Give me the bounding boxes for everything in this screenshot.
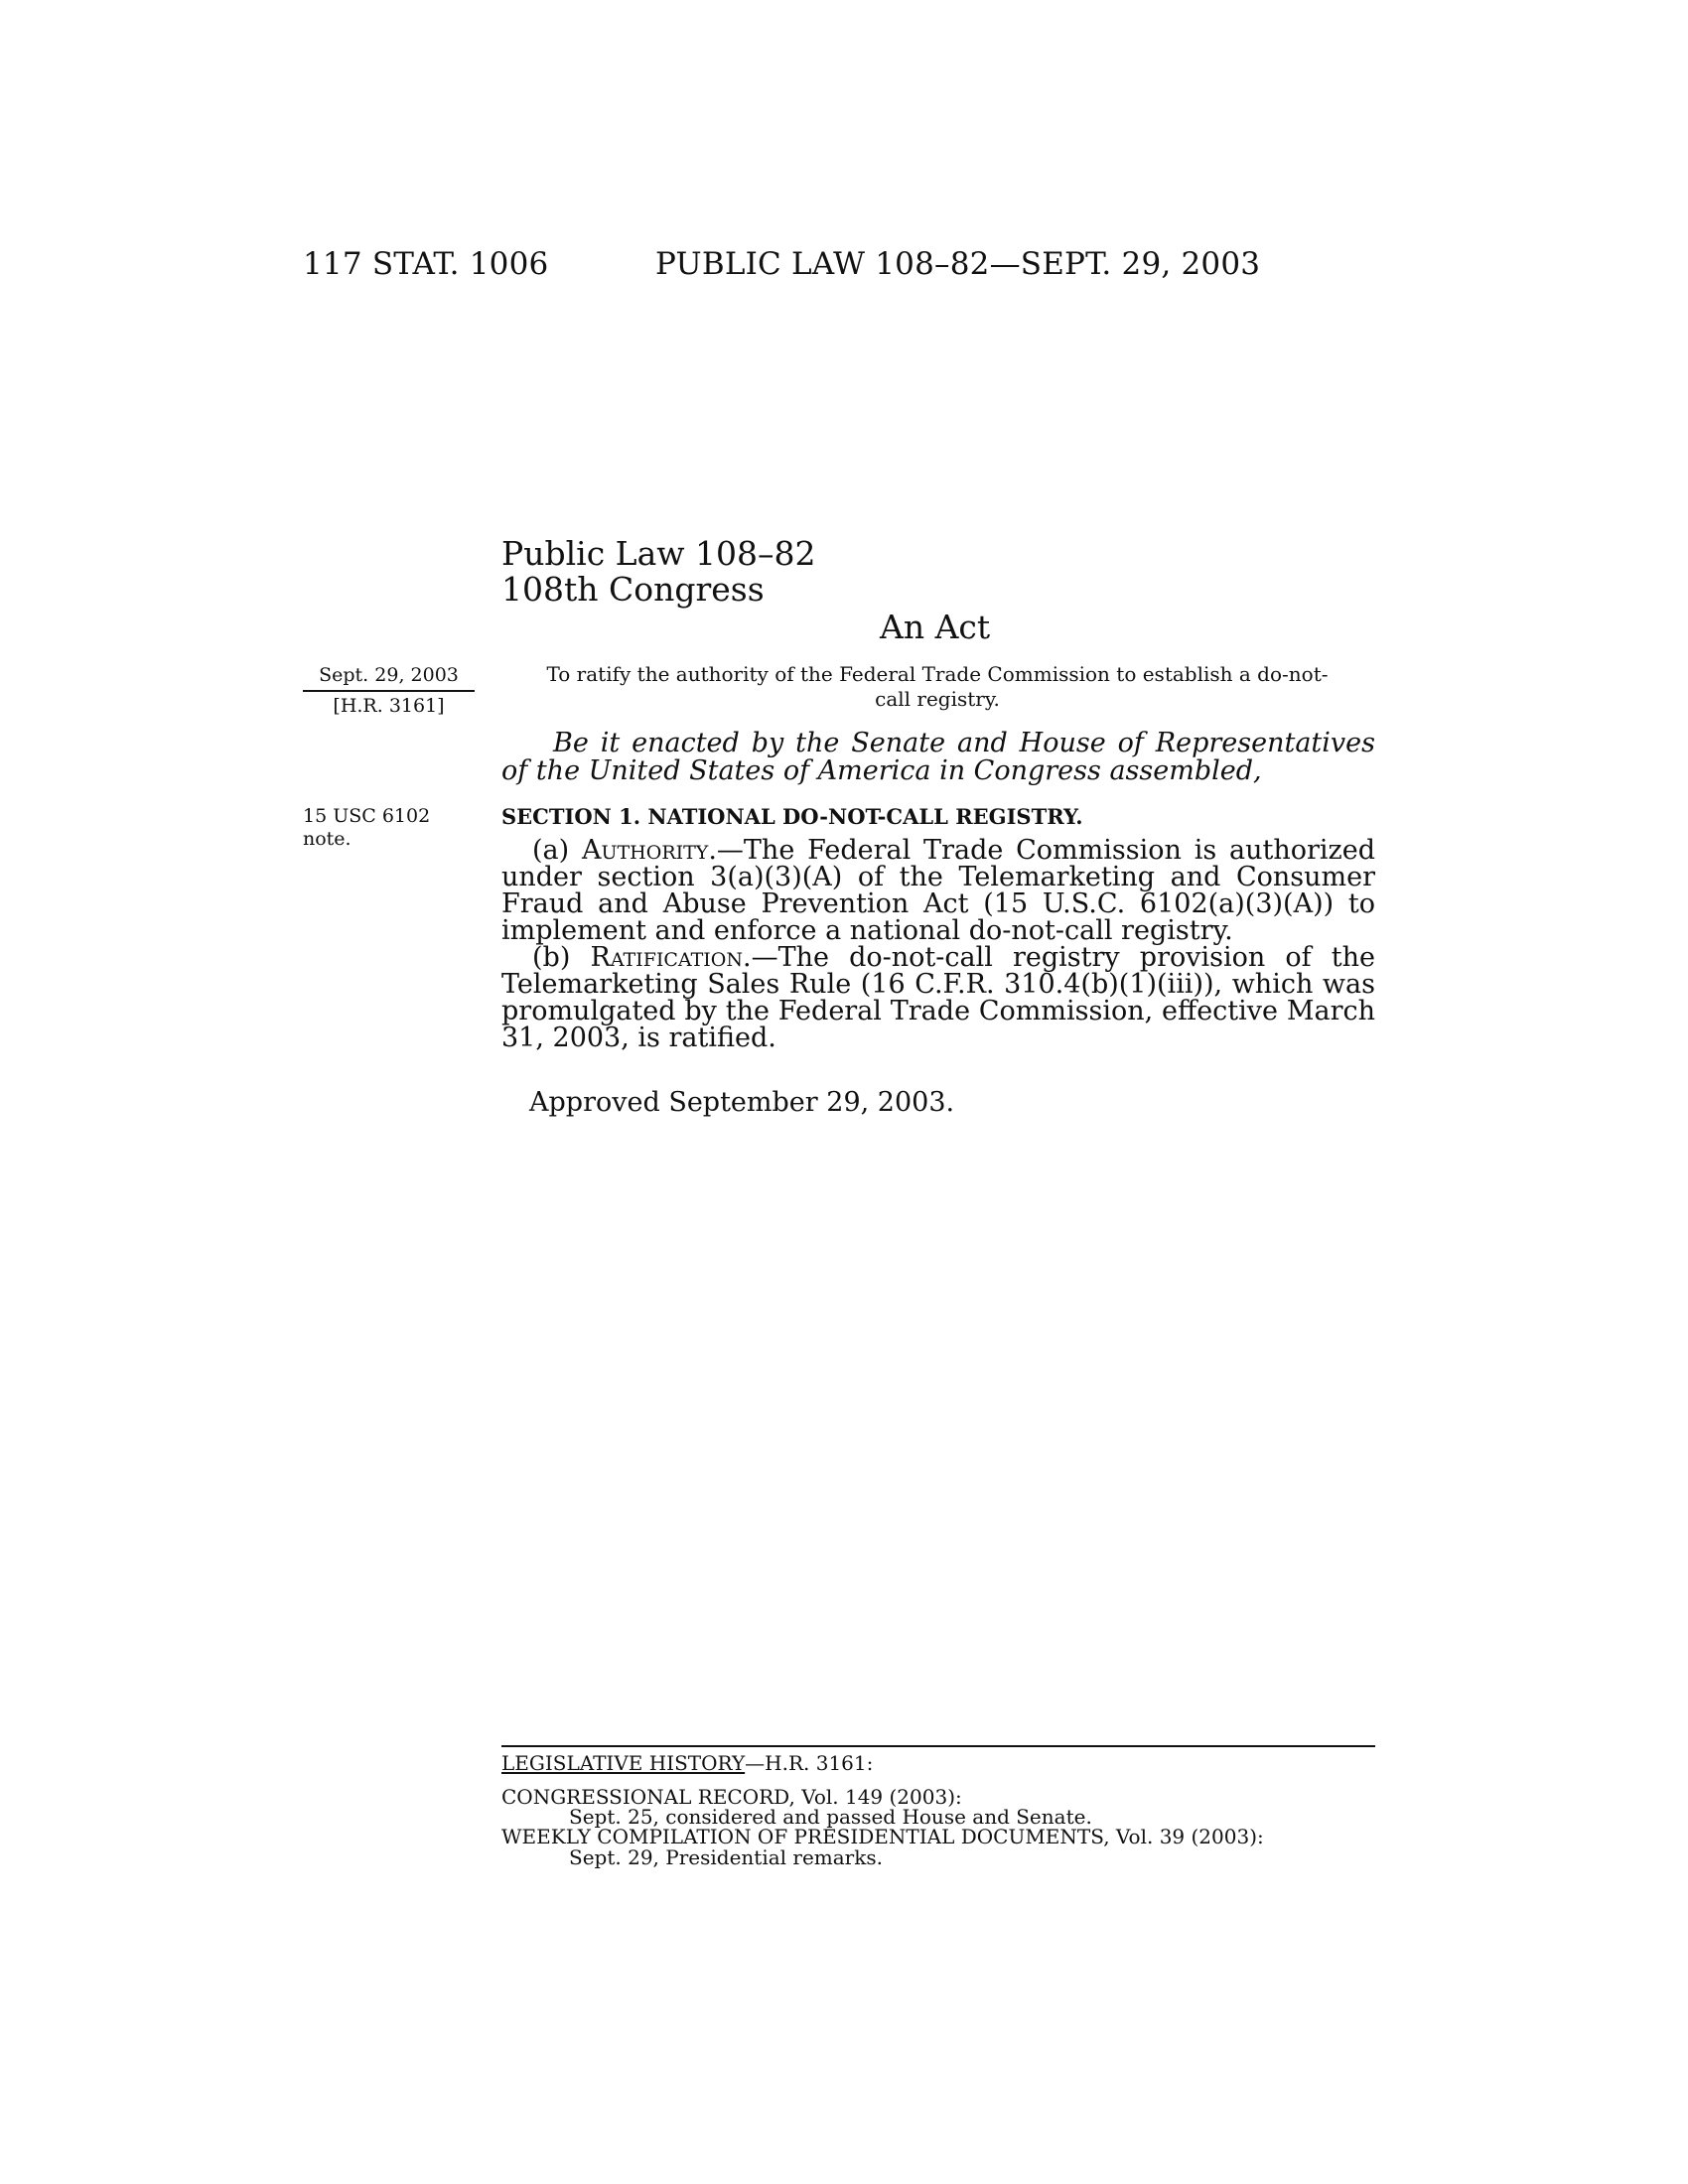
margin-bill-number: [H.R. 3161]: [333, 695, 445, 717]
statute-page-reference: 117 STAT. 1006: [303, 246, 549, 282]
weekly-compilation-entry: Sept. 29, Presidential remarks.: [569, 1845, 883, 1869]
subsection-text: .—The Federal Trade Commission is authorized under section 3(a)(3)(A) of the Telemarketing and Consumer Fraud and Abuse Prevention Act (15 U.S.C. 6102(a)(3)(A)) to implement and enforce a national do-not-call registry.: [501, 835, 1376, 946]
law-number: Public Law 108–82: [501, 534, 816, 573]
enacting-clause: Be it enacted by the Senate and House of Representatives of the United States of America in Congress assembled,: [501, 728, 1375, 786]
margin-date-note: Sept. 29, 2003: [303, 664, 475, 692]
subsection-a: [501, 837, 1375, 944]
weekly-compilation-line: WEEKLY COMPILATION OF PRESIDENTIAL DOCUMENTS, Vol. 39 (2003):: [501, 1825, 1264, 1848]
congressional-record-line: CONGRESSIONAL RECORD, Vol. 149 (2003):: [501, 1785, 962, 1809]
margin-usc-line: note.: [303, 828, 352, 850]
margin-usc-line: 15 USC 6102: [303, 805, 431, 827]
running-head-title: PUBLIC LAW 108–82—SEPT. 29, 2003: [655, 246, 1261, 282]
congress-number: 108th Congress: [501, 570, 765, 609]
subsection-caption: Ratification: [590, 942, 743, 973]
legislative-history-label: LEGISLATIVE HISTORY: [501, 1751, 746, 1775]
congressional-record-entry: Sept. 25, considered and passed House and Senate.: [569, 1805, 1092, 1829]
footnote-divider: [501, 1745, 1375, 1747]
subsection-b: [501, 944, 1375, 1051]
act-heading: An Act: [880, 608, 991, 646]
subsection-caption: Authority: [581, 835, 709, 866]
section-heading: SECTION 1. NATIONAL DO-NOT-CALL REGISTRY.: [501, 804, 1083, 829]
legislative-history-bill: —H.R. 3161:: [745, 1751, 874, 1775]
legislative-history-title: [501, 1753, 873, 1773]
approval-statement: Approved September 29, 2003.: [529, 1087, 955, 1118]
subsection-text: .—The do-not-call registry provision of the Telemarketing Sales Rule (16 C.F.R. 310.4(b)(1)(iii)), which was promulgated by the Federal Trade Commission, effective March 31, 2003, is ratified.: [501, 942, 1376, 1053]
margin-usc-citation: [303, 805, 430, 851]
act-purpose: To ratify the authority of the Federal Trade Commission to establish a do-not-call registry.: [546, 662, 1329, 711]
subsection-label: (b): [532, 942, 591, 973]
subsection-label: (a): [532, 835, 582, 866]
